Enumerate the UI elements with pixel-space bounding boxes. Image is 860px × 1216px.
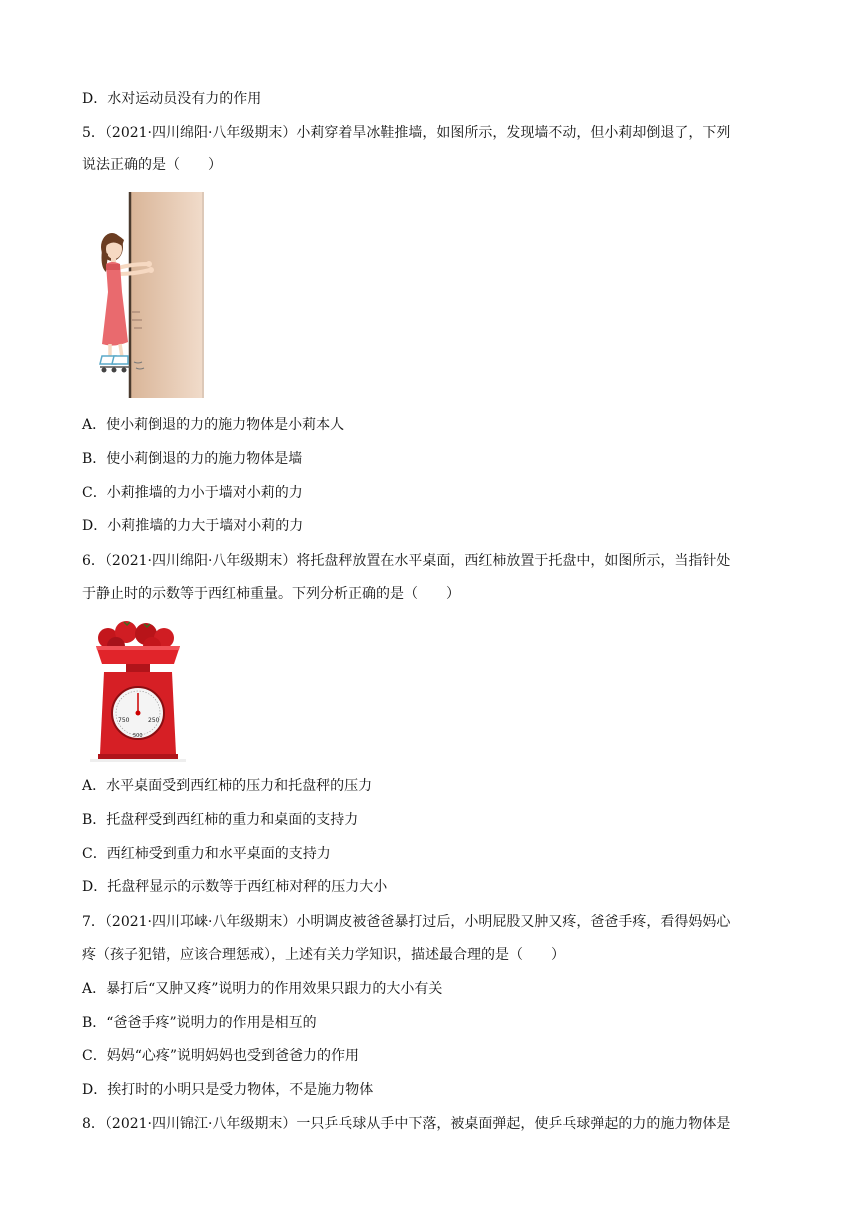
option-7c: C．妈妈“心疼”说明妈妈也受到爸爸力的作用 [82, 1048, 360, 1064]
option-6b: B．托盘秤受到西红柿的重力和桌面的支持力 [82, 812, 359, 828]
option-7a: A．暴打后“又肿又疼”说明力的作用效果只跟力的大小有关 [82, 981, 443, 997]
option-6a: A．水平桌面受到西红柿的压力和托盘秤的压力 [82, 778, 373, 794]
dial-750: 750 [118, 717, 130, 724]
question-7-stem-cont: 疼（孩子犯错，应该合理惩戒），上述有关力学知识，描述最合理的是（ ） [82, 947, 565, 963]
question-8-stem: 8．（2021·四川锦江·八年级期末）一只乒乓球从手中下落，被桌面弹起，使乒乓球弹起的力的施力物体是 [82, 1116, 731, 1132]
option-5d: D．小莉推墙的力大于墙对小莉的力 [82, 518, 304, 534]
question-5-stem: 5．（2021·四川绵阳·八年级期末）小莉穿着旱冰鞋推墙，如图所示，发现墙不动，但小莉却倒退了，下列 [82, 125, 731, 141]
kitchen-scale-figure [90, 616, 186, 762]
option-5a: A．使小莉倒退的力的施力物体是小莉本人 [82, 417, 345, 433]
question-7-stem: 7．（2021·四川邛崃·八年级期末）小明调皮被爸爸暴打过后，小明屁股又肿又疼，爸爸手疼，看得妈妈心 [82, 914, 731, 930]
option-6c: C．西红柿受到重力和水平桌面的支持力 [82, 846, 331, 862]
option-5b: B．使小莉倒退的力的施力物体是墙 [82, 451, 303, 467]
line-d-prev: D．水对运动员没有力的作用 [82, 91, 262, 107]
dial-500: 500 [133, 733, 143, 739]
question-6-stem: 6．（2021·四川绵阳·八年级期末）将托盘秤放置在水平桌面，西红柿放置于托盘中，如图所示，当指针处 [82, 553, 731, 569]
question-5-stem-cont: 说法正确的是（ ） [82, 157, 222, 173]
option-7b: B．“爸爸手疼”说明力的作用是相互的 [82, 1015, 317, 1031]
dial-250: 250 [148, 717, 160, 724]
option-7d: D．挨打时的小明只是受力物体，不是施力物体 [82, 1082, 374, 1098]
wall [130, 192, 204, 398]
option-5c: C．小莉推墙的力小于墙对小莉的力 [82, 485, 303, 501]
question-6-stem-cont: 于静止时的示数等于西红柿重量。下列分析正确的是（ ） [82, 586, 460, 602]
option-6d: D．托盘秤显示的示数等于西红柿对秤的压力大小 [82, 879, 388, 895]
girl-pushing-wall-figure [92, 192, 210, 400]
